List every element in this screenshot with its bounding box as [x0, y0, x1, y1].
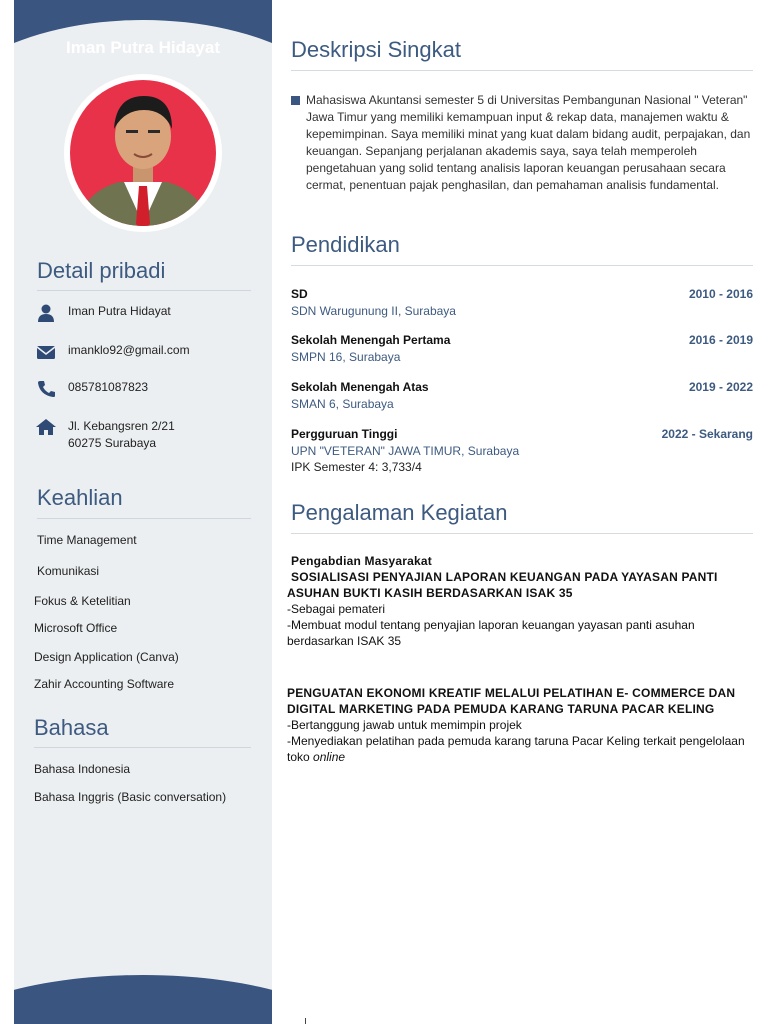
language-item: Bahasa Inggris (Basic conversation): [34, 790, 227, 804]
phone-icon: [36, 380, 56, 398]
language-item: Bahasa Indonesia: [34, 762, 131, 776]
activity-title: PENGUATAN EKONOMI KREATIF MELALUI PELATIHAN E- COMMERCE DAN DIGITAL MARKETING PADA PEMUDA KARANG TARUNA PACAR KELING: [287, 686, 736, 716]
gpa-text: IPK Semester 4: 3,733/4: [291, 460, 422, 474]
avatar: [64, 74, 222, 232]
activity-title: ASUHAN BUKTI KASIH BERDASARKAN ISAK 35: [287, 586, 573, 600]
divider: [37, 518, 251, 519]
activity-entry: [287, 685, 757, 765]
education-entry: SD 2010 - 2016 SDN Warugunung II, Surabaya: [291, 287, 753, 318]
skill-item: Zahir Accounting Software: [34, 677, 175, 691]
divider: [291, 70, 753, 71]
description-block: [291, 92, 753, 194]
contact-address: Jl. Kebangsren 2/21 60275 Surabaya: [36, 418, 175, 452]
experience-heading: Pengalaman Kegiatan: [291, 500, 508, 525]
sidebar-footer-curve: [14, 975, 272, 1024]
contact-phone: 085781087823: [36, 380, 148, 398]
skill-item: Fokus & Ketelitian: [34, 594, 131, 608]
activity-point: -Menyediakan pelatihan pada pemuda karang taruna Pacar Keling terkait pengelolaan toko online: [287, 734, 745, 764]
activity-category: Pengabdian Masyarakat: [291, 554, 432, 568]
personal-details-heading: Detail pribadi: [37, 258, 166, 283]
education-entry: Pergguruan Tinggi 2022 - Sekarang UPN "VETERAN" JAWA TIMUR, Surabaya IPK Semester 4: 3,733/4: [291, 427, 753, 474]
activity-point: -Sebagai pemateri: [287, 602, 386, 616]
contact-email: imanklo92@gmail.com: [36, 343, 190, 361]
home-icon: [36, 418, 56, 436]
page-mark: [305, 1018, 306, 1024]
profile-name: Iman Putra Hidayat: [66, 38, 220, 57]
envelope-icon: [36, 343, 56, 361]
activity-title: SOSIALISASI PENYAJIAN LAPORAN KEUANGAN PADA YAYASAN PANTI: [291, 570, 718, 584]
skill-item: Komunikasi: [37, 564, 100, 578]
activity-point: -Membuat modul tentang penyajian laporan keuangan yayasan panti asuhan berdasarkan ISAK 35: [287, 618, 695, 648]
divider: [291, 265, 753, 266]
education-entry: Sekolah Menengah Atas 2019 - 2022 SMAN 6, Surabaya: [291, 380, 753, 411]
description-heading: Deskripsi Singkat: [291, 37, 461, 62]
user-icon: [36, 304, 56, 322]
education-heading: Pendidikan: [291, 232, 400, 257]
sidebar: [14, 0, 272, 1024]
divider: [37, 290, 251, 291]
education-entry: Sekolah Menengah Pertama 2016 - 2019 SMPN 16, Surabaya: [291, 333, 753, 364]
activity-point: -Bertanggung jawab untuk memimpin projek: [287, 718, 522, 732]
description-text: Mahasiswa Akuntansi semester 5 di Universitas Pembangunan Nasional " Veteran" Jawa Timur yang memiliki kemampuan input & rekap data, manajemen waktu & kepemimpinan. Saya memiliki minat yang kuat dalam bidang audit, perpajakan, dan keuangan. Sepanjang perjalanan akademis saya, saya telah memperoleh pengetahuan yang solid tentang analisis laporan keuangan perusahaan secara cermat, penentuan pajak penghasilan, dan pemahaman analisis fundamental.: [306, 93, 751, 192]
divider: [291, 533, 753, 534]
skills-heading: Keahlian: [37, 485, 123, 510]
square-bullet-icon: [291, 96, 300, 105]
skill-item: Microsoft Office: [34, 621, 118, 635]
language-heading: Bahasa: [34, 715, 109, 740]
activity-entry: [287, 553, 757, 649]
contact-name: Iman Putra Hidayat: [36, 304, 171, 322]
divider: [34, 747, 251, 748]
skill-item: Time Management: [37, 533, 137, 547]
skill-item: Design Application (Canva): [34, 650, 179, 664]
